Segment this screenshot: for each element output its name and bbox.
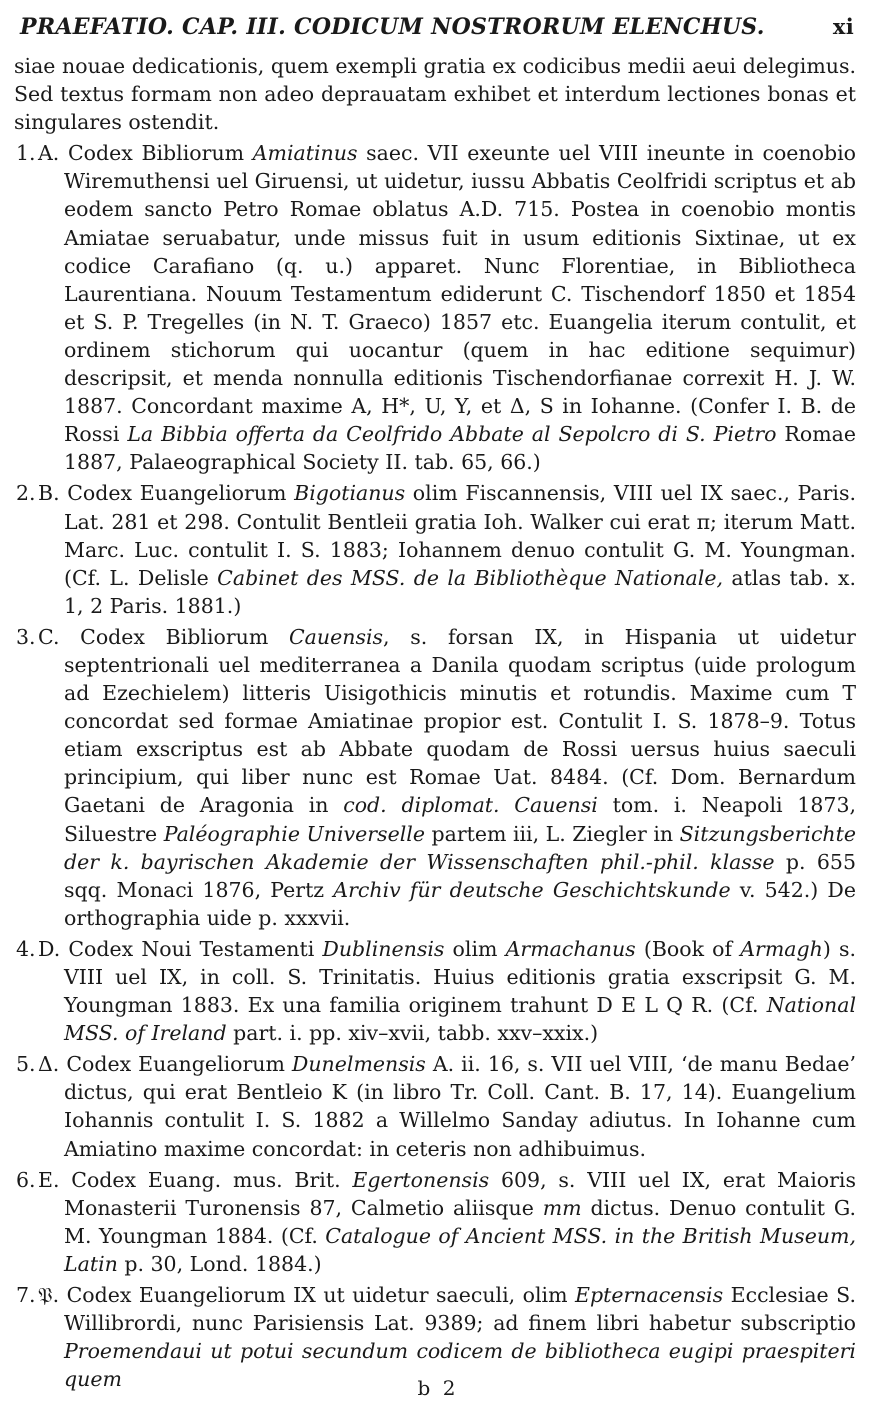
entry-text: olim <box>444 936 506 961</box>
entry-text: ) s. VIII uel IX, in coll. S. Trinitatis. Huius editionis gratia exscripsit G. M. Youngman 1883. Ex una familia originem trahunt D E L Q R. (Cf. <box>64 936 856 1018</box>
italic-title: Egertonensis <box>352 1167 490 1192</box>
entry-number: 3. <box>16 624 36 649</box>
entry-number: 1. <box>16 141 36 166</box>
entry-text: tom. i. Neapoli 1873, Siluestre <box>64 793 856 846</box>
entry-text: E. Codex Euang. mus. Brit. <box>38 1167 353 1192</box>
italic-title: Proemendaui ut potui secundum codicem de bibliotheca eugipi praespiteri quem <box>64 1339 856 1392</box>
italic-title: Bigotianus <box>294 481 406 506</box>
entry-text: A. Codex Bibliorum <box>38 141 253 166</box>
italic-title: La Bibbia offerta da Ceolfrido Abbate al Sepolcro di S. Pietro <box>127 422 777 447</box>
italic-title: Dunelmensis <box>291 1052 426 1077</box>
entry-text: v. 542.) De orthographia uide p. xxxvii. <box>64 877 856 930</box>
entry-text: D. Codex Noui Testamenti <box>38 936 323 961</box>
codex-entry <box>14 139 856 476</box>
entry-text: atlas tab. x. 1, 2 Paris. 1881.) <box>64 565 857 618</box>
signature-mark: b 2 <box>417 1376 459 1400</box>
running-header <box>14 14 856 40</box>
codex-entry <box>14 935 856 1047</box>
entry-text: 609, s. VIII uel IX, erat Maioris Monasterii Turonensis 87, Calmetio aliisque <box>64 1167 856 1220</box>
italic-title: Archiv für deutsche Geschichtskunde <box>333 877 731 902</box>
entry-text: Δ. Codex Euangeliorum <box>38 1052 292 1077</box>
intro-paragraph: siae nouae dedicationis, quem exempli gratia ex codicibus medii aeui delegimus. Sed textus formam non adeo deprauatam exhibet et interdum lectiones bonas et singulares ostendit. <box>14 54 856 135</box>
entry-text: , s. forsan IX, in Hispania ut uidetur septentrionali uel mediterranea a Danila quodam scriptus (uide prologum ad Ezechielem) litteris Uisigothicis minutis et rotundis. Maxime cum T concordat sed formae Amiatinae propior est. Contulit I. S. 1878–9. Totus etiam exscriptus est ab Abbate quodam de Rossi uersus huius saeculi principium, qui liber nunc est Romae Uat. 8484. (Cf. Dom. Bernardum Gaetani de Aragonia in <box>64 624 856 818</box>
codex-entry <box>14 1050 856 1162</box>
codex-list <box>14 139 856 1393</box>
italic-title: Armachanus <box>505 936 636 961</box>
italic-title: cod. diplomat. Cauensi <box>343 793 598 818</box>
italic-title: Cabinet des MSS. de la Bibliothèque Nationale, <box>217 565 723 590</box>
entry-text: olim Fiscannensis, VIII uel IX saec., Paris. Lat. 281 et 298. Contulit Bentleii gratia Ioh. Walker cui erat π; iterum Matt. Marc. Luc. contulit I. S. 1883; Iohannem denuo contulit G. M. Youngman. (Cf. L. Delisle <box>64 481 856 590</box>
entry-text: dictus. Denuo contulit G. M. Youngman 1884. (Cf. <box>64 1195 857 1248</box>
entry-text: C. Codex Bibliorum <box>38 624 289 649</box>
italic-title: Armagh <box>740 936 823 961</box>
entry-text: p. 30, Lond. 1884.) <box>117 1251 322 1276</box>
entry-text: B. Codex Euangeliorum <box>38 481 295 506</box>
italic-title: Catalogue of Ancient MSS. in the British Museum, Latin <box>64 1223 856 1276</box>
page-number: xi <box>832 14 854 39</box>
running-title: PRAEFATIO. CAP. III. CODICUM NOSTRORUM ELENCHUS. <box>20 14 765 40</box>
body-text <box>14 52 856 1393</box>
entry-number: 4. <box>16 936 36 961</box>
entry-number: 6. <box>16 1167 36 1192</box>
entry-number: 7. <box>16 1283 36 1308</box>
italic-title: Dublinensis <box>322 936 445 961</box>
codex-entry <box>14 1166 856 1278</box>
entry-text: (Book of <box>635 936 741 961</box>
codex-entry <box>14 623 856 932</box>
codex-entry <box>14 479 856 619</box>
entry-text: Romae 1887, Palaeographical Society II. tab. 65, 66.) <box>64 422 857 475</box>
italic-title: Epternacensis <box>575 1283 724 1308</box>
entry-text: 𝔓. Codex Euangeliorum IX ut uidetur saeculi, olim <box>38 1283 576 1308</box>
entry-text: saec. VII exeunte uel VIII ineunte in coenobio Wiremuthensi uel Giruensi, ut uidetur, iussu Abbatis Ceolfridi scriptus et ab eodem sancto Petro Romae oblatus A.D. 715. Postea in coenobio montis Amiatae seruabatur, unde missus fuit in usum editionis Sixtinae, ut ex codice Carafiano (q. u.) apparet. Nunc Florentiae, in Bibliotheca Laurentiana. Nouum Testamentum ediderunt C. Tischendorf 1850 et 1854 et S. P. Tregelles (in N. T. Graeco) 1857 etc. Euangelia iterum contulit, et ordinem stichorum qui uocantur (quem in hac editione sequimur) descripsit, et menda nonnulla editionis Tischendorfianae correxit H. J. W. 1887. Concordant maxime A, H*, U, Y, et Δ, S in Iohanne. (Confer I. B. de Rossi <box>64 141 857 447</box>
entry-number: 5. <box>16 1052 36 1077</box>
italic-title: Amiatinus <box>252 141 358 166</box>
italic-title: National MSS. of Ireland <box>64 993 856 1046</box>
entry-text: Ecclesiae S. Willibrordi, nunc Parisiensis Lat. 9389; ad finem libri habetur subscriptio <box>64 1283 856 1336</box>
italic-title: Paléographie Universelle <box>163 821 425 846</box>
entry-text: partem iii, L. Ziegler in <box>424 821 680 846</box>
entry-text: part. i. pp. xiv–xvii, tabb. xxv–xxix.) <box>226 1021 599 1046</box>
entry-text: p. 655 sqq. Monaci 1876, Pertz <box>64 849 856 902</box>
italic-title: mm <box>542 1195 582 1220</box>
entry-text: A. ii. 16, s. VII uel VIII, ‘de manu Bedae’ dictus, qui erat Bentleio K (in libro Tr. Coll. Cant. B. 17, 14). Euangelium Iohannis contulit I. S. 1882 a Willelmo Sanday adiutus. In Iohanne cum Amiatino maxime concordat: in ceteris non adhibuimus. <box>64 1052 856 1161</box>
italic-title: Sitzungsberichte der k. bayrischen Akademie der Wissenschaften phil.-phil. klasse <box>64 821 856 874</box>
entry-number: 2. <box>16 481 36 506</box>
italic-title: Cauensis <box>289 624 384 649</box>
